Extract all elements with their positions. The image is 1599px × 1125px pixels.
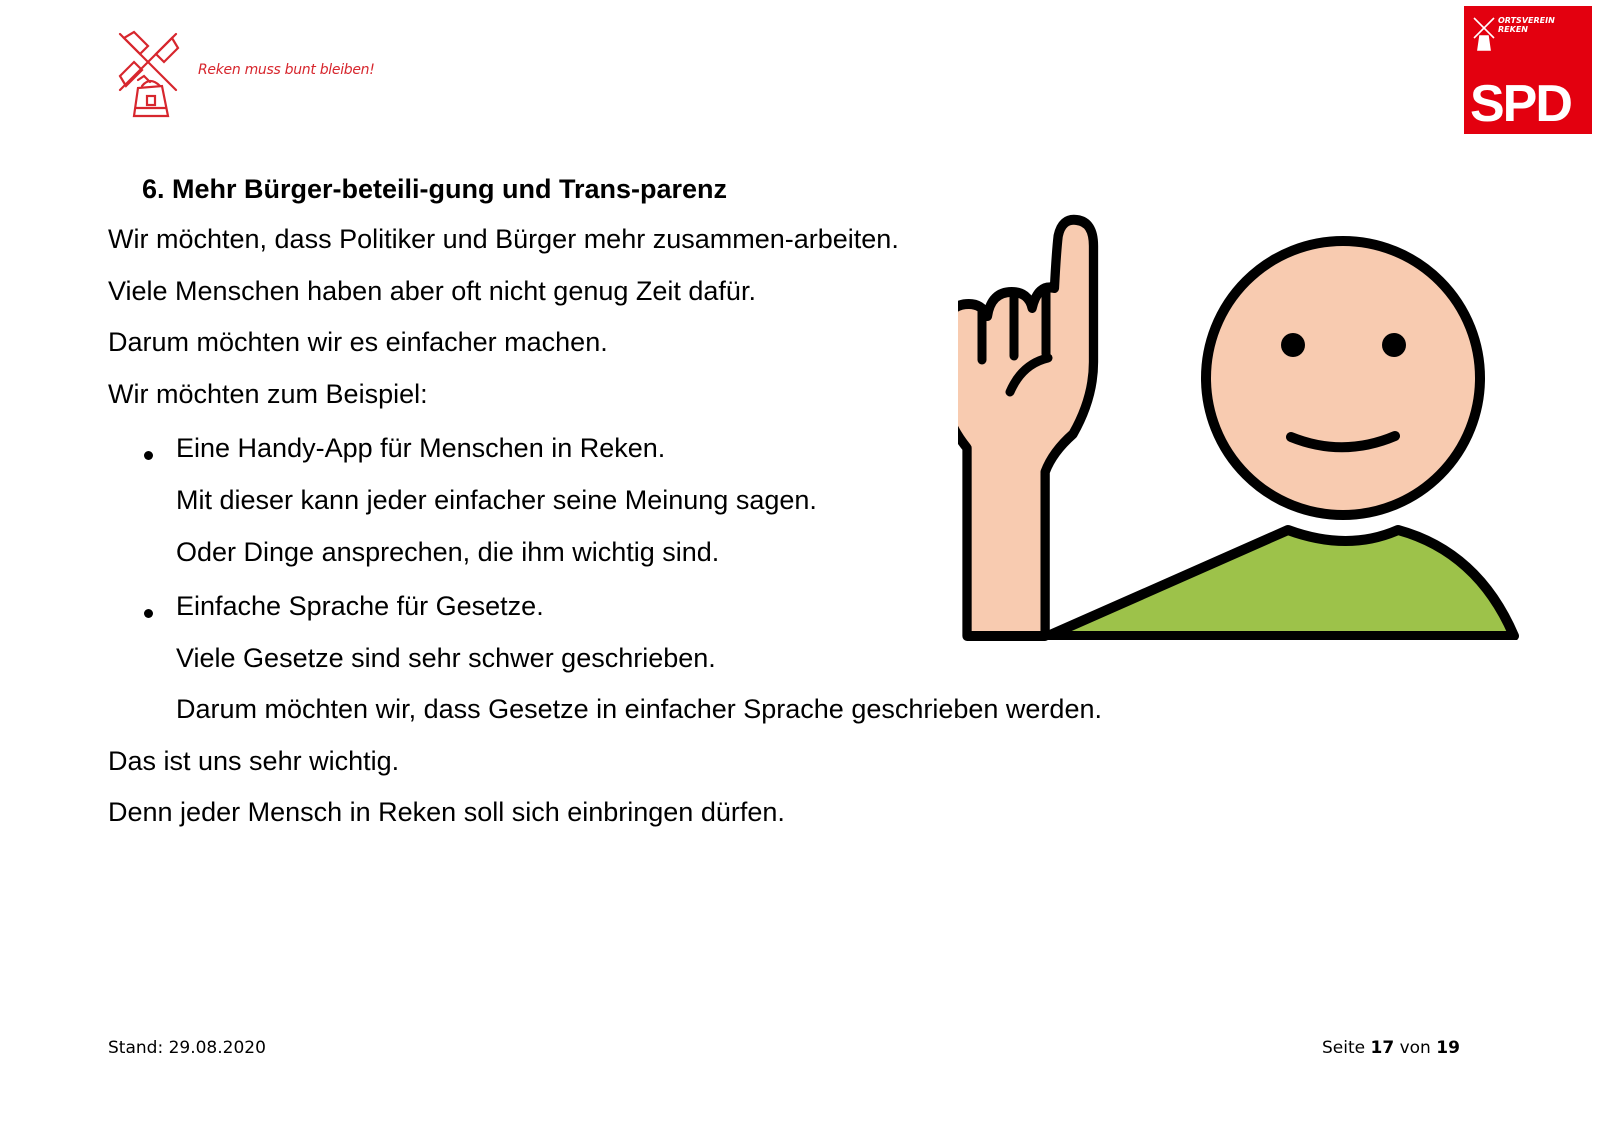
bullet-dot: [144, 609, 153, 618]
bullet-item-line: Darum möchten wir, dass Gesetze in einfacher Sprache geschrieben werden.: [176, 694, 1102, 724]
paragraph-line: Wir möchten zum Beispiel:: [108, 379, 428, 409]
closing-line: Das ist uns sehr wichtig.: [108, 746, 400, 776]
bullet-dot: [144, 451, 153, 460]
paragraph-line: Viele Menschen haben aber oft nicht genug Zeit dafür.: [108, 276, 756, 306]
page-prefix: Seite: [1322, 1038, 1366, 1058]
paragraph-line: Wir möchten, dass Politiker und Bürger mehr zusammen-arbeiten.: [108, 224, 899, 254]
section-heading: 6. Mehr Bürger-beteili-gung und Trans-parenz: [142, 174, 728, 204]
ortsverein-line-2: REKEN: [1498, 25, 1528, 34]
tagline: Reken muss bunt bleiben!: [198, 62, 375, 78]
page-current: 17: [1370, 1038, 1395, 1058]
page-sep: von: [1399, 1038, 1431, 1058]
windmill-logo-icon: [114, 28, 184, 120]
bullet-item-title: Eine Handy-App für Menschen in Reken.: [176, 433, 666, 463]
ortsverein-label: [1498, 16, 1555, 34]
person-raising-finger-icon: [958, 212, 1558, 660]
closing-line: Denn jeder Mensch in Reken soll sich einbringen dürfen.: [108, 797, 785, 827]
windmill-icon: [1472, 16, 1496, 52]
bullet-item-line: Mit dieser kann jeder einfacher seine Meinung sagen.: [176, 485, 817, 515]
page-total: 19: [1436, 1038, 1460, 1058]
ortsverein-line-1: ORTSVEREIN: [1498, 16, 1555, 25]
paragraph-line: Darum möchten wir es einfacher machen.: [108, 327, 608, 357]
bullet-item-line: Viele Gesetze sind sehr schwer geschrieben.: [176, 643, 716, 673]
bullet-item-title: Einfache Sprache für Gesetze.: [176, 591, 544, 621]
bullet-item-line: Oder Dinge ansprechen, die ihm wichtig sind.: [176, 537, 720, 567]
footer-page-number: [1322, 1037, 1460, 1059]
spd-wordmark: SPD: [1470, 75, 1571, 133]
spd-logo-badge: [1464, 6, 1592, 134]
footer-date: Stand: 29.08.2020: [108, 1038, 266, 1058]
